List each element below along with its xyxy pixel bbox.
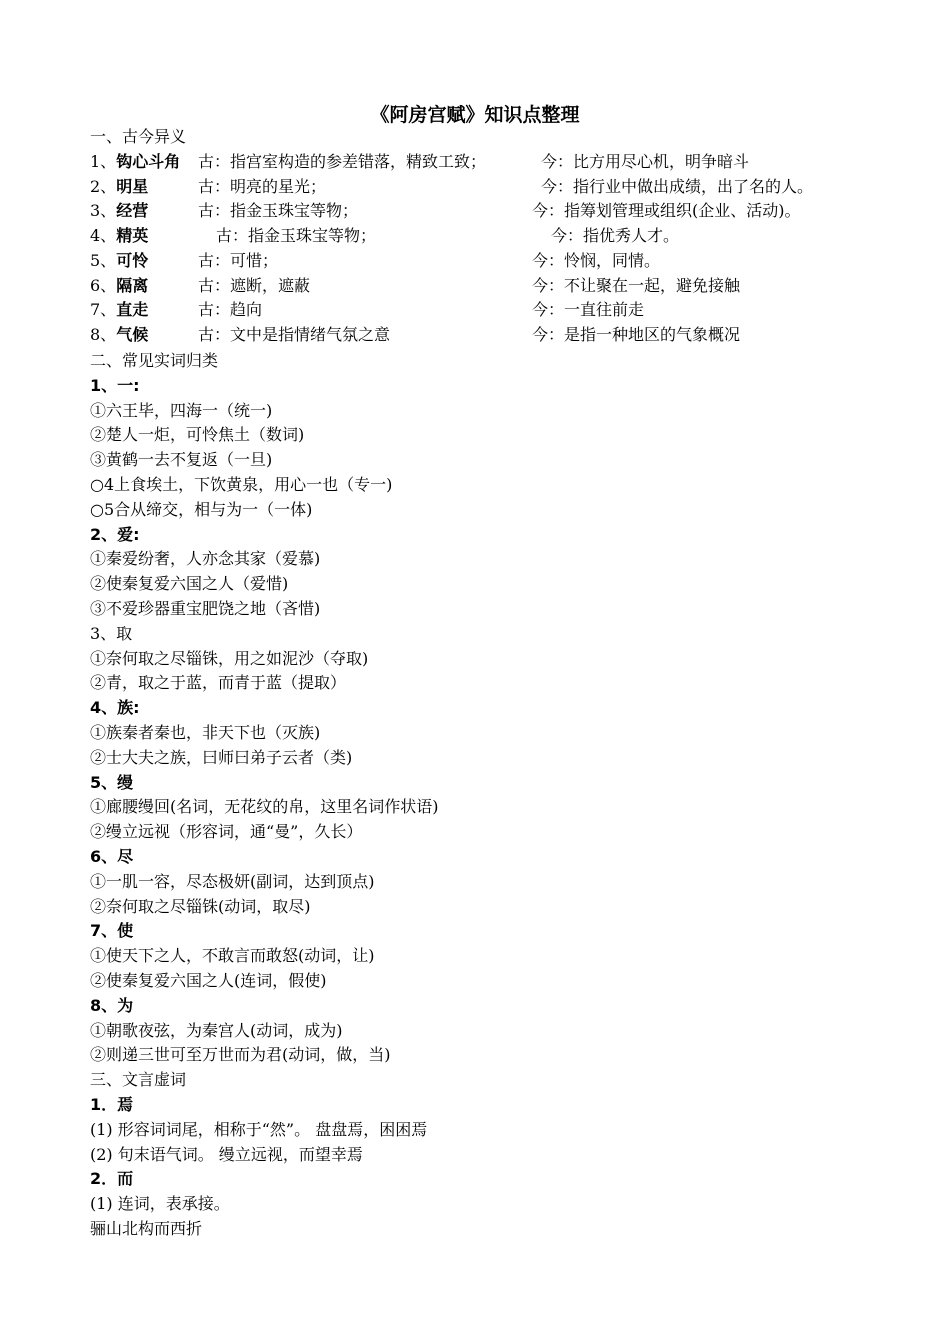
modern-meaning: 今：不让聚在一起，避免接触 — [532, 275, 741, 295]
item-heading: 8、为 — [90, 995, 134, 1015]
modern-meaning: 今：比方用尽心机，明争暗斗 — [541, 152, 750, 171]
term-number: 5、 — [90, 250, 117, 270]
term-word: 钩心斗角 — [116, 152, 181, 171]
term-number: 3、 — [90, 201, 117, 221]
term-number: 6、 — [90, 275, 117, 295]
item-line: ②青，取之于蓝，而青于蓝（提取） — [90, 673, 347, 693]
item-line: ②楚人一炬，可怜焦土（数词) — [90, 425, 305, 445]
item-line: 骊山北构而西折 — [90, 1219, 203, 1238]
item-line: ③黄鹤一去不复返（一旦) — [90, 450, 273, 470]
item-line: ①秦爱纷奢，人亦念其家（爱慕) — [90, 549, 321, 569]
modern-meaning: 今：指筹划管理或组织(企业、活动)。 — [532, 201, 801, 221]
ancient-meaning: 古：趋向 — [198, 300, 263, 320]
term-row — [90, 226, 950, 246]
item-line: ②使秦复爱六国之人(连词，假使) — [90, 971, 327, 990]
term-word: 经营 — [116, 201, 149, 221]
ancient-meaning: 古：指金玉珠宝等物； — [216, 226, 377, 246]
modern-meaning: 今：指优秀人才。 — [551, 226, 680, 246]
item-line: ○4上食埃土，下饮黄泉，用心一也（专一) — [90, 475, 393, 494]
item-line: ①廊腰缦回(名词，无花纹的帛，这里名词作状语) — [90, 797, 439, 817]
term-word: 可怜 — [116, 250, 149, 270]
modern-meaning: 今：一直往前走 — [532, 300, 645, 320]
modern-meaning: 今：是指一种地区的气象概况 — [532, 324, 741, 344]
item-heading: 7、使 — [90, 921, 134, 941]
term-row — [90, 276, 950, 296]
term-row — [90, 201, 950, 221]
item-line: 3、取 — [90, 623, 133, 643]
item-line: (2) 句末语气词。 缦立远视，而望幸焉 — [90, 1144, 363, 1164]
term-number: 2、 — [90, 176, 117, 196]
term-row — [90, 251, 950, 271]
item-heading: 1、一: — [90, 375, 140, 395]
term-word: 明星 — [116, 176, 149, 196]
term-number: 4、 — [90, 226, 117, 246]
ancient-meaning: 古：指宫室构造的参差错落，精致工致； — [198, 152, 487, 171]
item-heading: 2．而 — [90, 1169, 134, 1189]
term-number: 8、 — [90, 324, 117, 344]
item-line: ①一肌一容，尽态极妍(副词，达到顶点) — [90, 871, 375, 891]
item-line: ②则递三世可至万世而为君(动词，做，当) — [90, 1045, 391, 1065]
item-line: ②使秦复爱六国之人（爱惜) — [90, 574, 289, 594]
item-line: ①朝歌夜弦，为秦宫人(动词，成为) — [90, 1020, 343, 1040]
item-heading: 1．焉 — [90, 1095, 134, 1114]
term-number: 7、 — [90, 300, 117, 320]
term-word: 隔离 — [116, 275, 149, 295]
ancient-meaning: 古：遮断，遮蔽 — [198, 275, 311, 295]
section-heading-2: 二、常见实词归类 — [90, 351, 219, 370]
modern-meaning: 今：指行业中做出成绩，出了名的人。 — [541, 176, 814, 196]
term-word: 直走 — [116, 300, 149, 320]
section-heading-1: 一、古今异义 — [90, 127, 187, 146]
item-heading: 6、尽 — [90, 847, 134, 866]
term-word: 精英 — [116, 226, 149, 246]
item-heading: 2、爱: — [90, 524, 140, 544]
ancient-meaning: 古：可惜； — [198, 250, 279, 270]
term-row — [90, 152, 950, 172]
ancient-meaning: 古：文中是指情绪气氛之意 — [198, 324, 391, 344]
modern-meaning: 今：怜悯，同情。 — [532, 250, 661, 270]
item-line: ③不爱珍器重宝肥饶之地（吝惜) — [90, 599, 321, 618]
term-word: 气候 — [116, 324, 149, 344]
term-number: 1、 — [90, 152, 117, 171]
item-heading: 5、缦 — [90, 772, 134, 792]
term-row — [90, 325, 950, 345]
item-line: ○5合从缔交，相与为一（一体) — [90, 499, 313, 519]
section-heading-3: 三、文言虚词 — [90, 1070, 187, 1090]
item-line: ①使天下之人，不敢言而敢怒(动词，让) — [90, 946, 375, 966]
item-line: ①族秦者秦也，非天下也（灭族) — [90, 723, 321, 742]
item-line: ①六王毕，四海一（统一) — [90, 400, 273, 420]
item-heading: 4、族: — [90, 698, 140, 718]
item-line: ②缦立远视（形容词，通“曼”，久长） — [90, 822, 363, 842]
item-line: (1) 形容词词尾，相称于“然”。 盘盘焉，困困焉 — [90, 1119, 428, 1139]
term-row — [90, 300, 950, 320]
item-line: ②奈何取之尽锱铢(动词，取尽) — [90, 896, 311, 916]
term-row — [90, 177, 950, 197]
item-line: ②士大夫之族，曰师曰弟子云者（类) — [90, 747, 353, 767]
item-line: ①奈何取之尽锱铢，用之如泥沙（夺取) — [90, 648, 369, 668]
ancient-meaning: 古：明亮的星光； — [198, 176, 327, 196]
ancient-meaning: 古：指金玉珠宝等物； — [198, 201, 359, 221]
document-title: 《阿房宫赋》知识点整理 — [370, 104, 580, 126]
item-line: (1) 连词，表承接。 — [90, 1194, 230, 1214]
